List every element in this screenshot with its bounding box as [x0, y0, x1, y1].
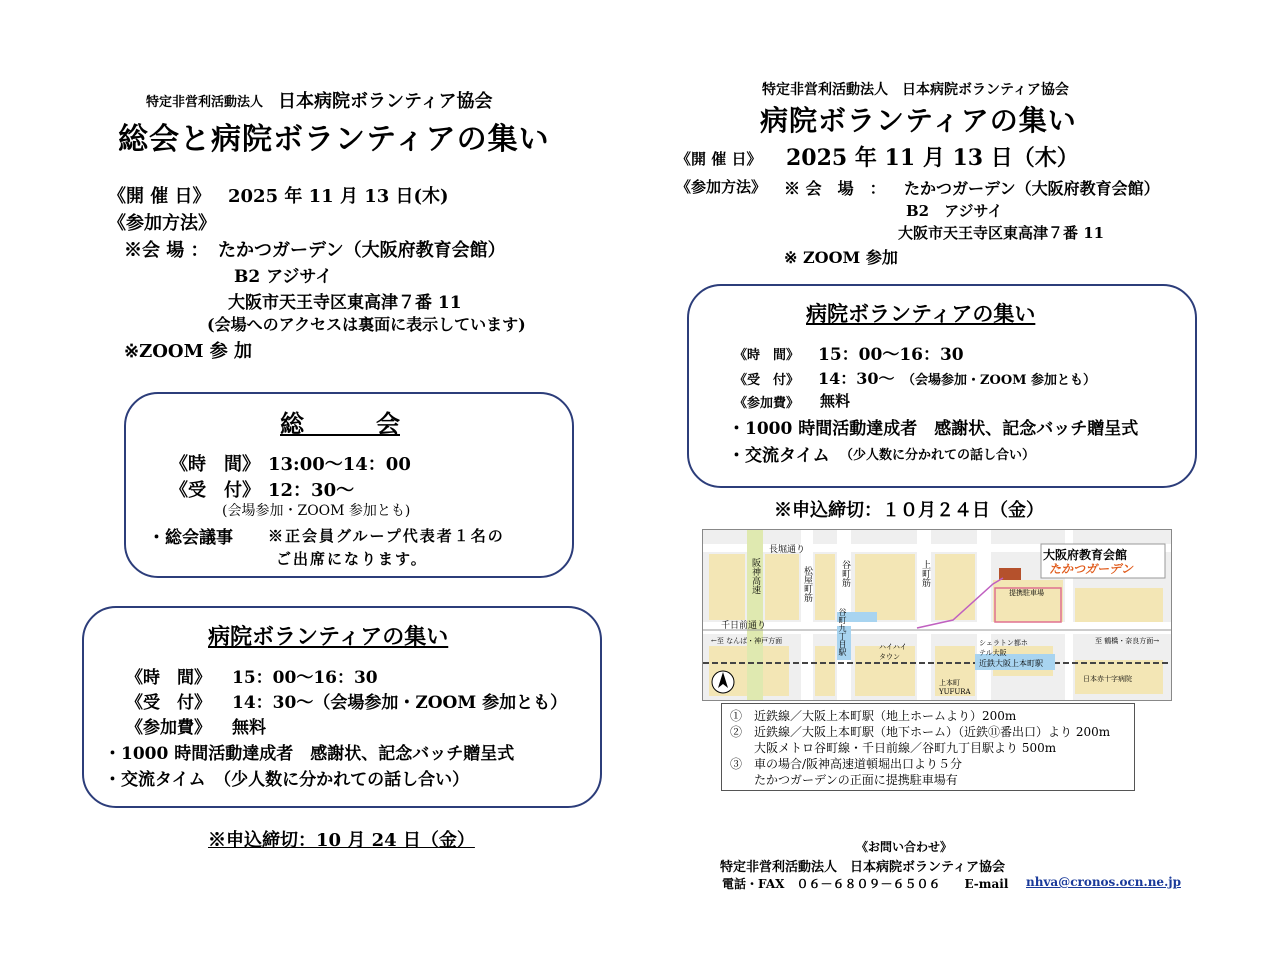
left-gathering-item-2: ・交流タイム （少人数に分かれての話し合い） — [104, 770, 470, 790]
contact-tel: 電話・FAX ０６－６８０９－６５０６ E-mail — [722, 877, 1009, 891]
map-sheraton: シェラトン都ホテル大阪 — [979, 639, 1028, 657]
contact-title: 《お問い合わせ》 — [856, 840, 953, 854]
right-gathering-time-label: 《時 間》 — [734, 348, 800, 363]
contact-email-link[interactable]: nhva@cronos.ocn.ne.jp — [1026, 875, 1181, 889]
right-room: B2 アジサイ — [906, 202, 1003, 220]
right-venue-label: ※ 会 場 ： — [784, 179, 886, 198]
map-street-sennichimae: 千日前通り — [721, 621, 767, 631]
right-gathering-fee-label: 《参加費》 — [734, 396, 800, 411]
access-line-2: ② 近鉄線／大阪上本町駅（地下ホーム）（近鉄⑪番出口）より 200m — [730, 725, 1111, 739]
right-gathering-reception: 14：30～ — [818, 369, 895, 388]
map-station-tanimachi9: 谷町九丁目駅 — [838, 608, 847, 656]
map-haihai-town: ハイハイタウン — [879, 643, 907, 661]
left-venue-label: ※会 場 ： — [124, 240, 209, 261]
map-direction-east: 至 鶴橋・奈良方面→ — [1095, 637, 1160, 645]
left-gathering-fee: 無料 — [232, 718, 266, 738]
right-venue-name: たかつガーデン（大阪府教育会館） — [904, 179, 1160, 198]
left-gathering-fee-label: 《参加費》 — [126, 718, 211, 738]
access-line-4: ③ 車の場合/阪神高速道頓堀出口より５分 — [730, 757, 963, 771]
map-street-tanimachi: 谷町筋 — [840, 560, 850, 587]
left-room: B2 アジサイ — [234, 267, 333, 287]
right-zoom: ※ ZOOM 参加 — [784, 248, 898, 267]
map-venue-title: 大阪府教育会館 — [1043, 548, 1128, 562]
left-gathering-reception-label: 《受 付》 — [126, 693, 211, 713]
access-info-box — [721, 703, 1135, 791]
map-direction-west: ←至 なんば・神戸方面 — [711, 637, 783, 645]
left-org-name: 日本病院ボランティア協会 — [278, 91, 493, 112]
access-line-3: 大阪メトロ谷町線・千日前線／谷町九丁目駅より 500m — [730, 741, 1057, 755]
right-method-label: 《参加方法》 — [676, 178, 767, 196]
right-date-label: 《開 催 日》 — [676, 150, 762, 168]
left-address: 大阪市天王寺区東高津７番 11 — [228, 293, 462, 313]
right-date: 2025 年 11 月 13 日（木） — [786, 145, 1079, 171]
left-date-label: 《開 催 日》 — [108, 186, 211, 207]
left-date: 2025 年 11 月 13 日(木) — [228, 186, 449, 207]
left-deadline: ※申込締切：10 月 24 日（金） — [208, 830, 475, 851]
contact-org: 特定非営利活動法人 日本病院ボランティア協会 — [720, 860, 1005, 875]
left-gathering-time: 15：00～16：30 — [232, 668, 378, 688]
general-agenda: ・総会議事 — [148, 528, 233, 548]
map-yufura: 上本町YUFURA — [939, 679, 971, 696]
map-street-uemachi: 上町筋 — [920, 560, 930, 587]
right-address: 大阪市天王寺区東高津７番 11 — [898, 224, 1105, 242]
general-reception: 12：30～ — [268, 480, 355, 501]
right-gathering-reception-label: 《受 付》 — [734, 373, 800, 388]
access-line-5: たかつガーデンの正面に提携駐車場有 — [730, 773, 958, 787]
right-gathering-item-2: ・交流タイム — [728, 446, 830, 466]
map-partner-parking: 提携駐車場 — [1009, 589, 1044, 597]
right-gathering-fee: 無料 — [820, 392, 851, 410]
right-org: 特定非営利活動法人 日本病院ボランティア協会 — [762, 82, 1069, 98]
general-time-label: 《時 間》 — [170, 454, 260, 475]
right-gathering-title: 病院ボランティアの集い — [806, 301, 1036, 326]
general-agenda-note-2: ご出席になります。 — [276, 550, 428, 568]
left-access-note: (会場へのアクセスは裏面に表示しています) — [207, 315, 526, 334]
left-method-label: 《参加方法》 — [108, 213, 216, 234]
left-venue-name: たかつガーデン（大阪府教育会館） — [218, 240, 506, 261]
access-line-1: ① 近鉄線／大阪上本町駅（地上ホームより）200m — [730, 709, 1017, 723]
left-org-label: 特定非営利活動法人 — [146, 95, 264, 110]
right-deadline: ※申込締切：１０月２４日（金） — [774, 500, 1044, 521]
map-station-uehommachi: 近鉄大阪上本町駅 — [979, 659, 1043, 668]
left-title: 総会と病院ボランティアの集い — [118, 122, 550, 157]
general-reception-label: 《受 付》 — [170, 480, 260, 501]
left-zoom: ※ZOOM 参 加 — [124, 341, 253, 362]
map-street-matsuyamachi: 松屋町筋 — [802, 566, 812, 602]
general-reception-note: (会場参加・ZOOM 参加とも) — [222, 503, 411, 519]
map-red-cross-hospital: 日本赤十字病院 — [1083, 675, 1132, 683]
right-gathering-reception-note: （会場参加・ZOOM 参加とも） — [902, 373, 1097, 388]
general-agenda-note: ※正会員グループ代表者１名の — [268, 527, 505, 545]
general-time: 13:00～14：00 — [268, 454, 411, 475]
left-gathering-time-label: 《時 間》 — [126, 668, 211, 688]
left-gathering-title: 病院ボランティアの集い — [208, 624, 449, 650]
map-street-nagahori: 長堀通り — [769, 545, 806, 555]
map-venue-logo: たかつガーデン — [1049, 562, 1133, 576]
map-hanshin-expressway: 阪神高速 — [750, 558, 760, 594]
left-gathering-reception: 14：30～（会場参加・ZOOM 参加とも） — [232, 693, 568, 713]
right-title: 病院ボランティアの集い — [760, 104, 1077, 137]
general-meeting-title: 総 会 — [280, 409, 400, 438]
right-gathering-item-1: ・1000 時間活動達成者 感謝状、記念バッチ贈呈式 — [728, 419, 1139, 439]
venue-map — [702, 529, 1172, 701]
right-gathering-time: 15：00～16：30 — [818, 345, 964, 365]
left-gathering-item-1: ・1000 時間活動達成者 感謝状、記念バッチ贈呈式 — [104, 744, 515, 764]
right-gathering-item-2-note: （少人数に分かれての話し合い） — [840, 448, 1036, 463]
